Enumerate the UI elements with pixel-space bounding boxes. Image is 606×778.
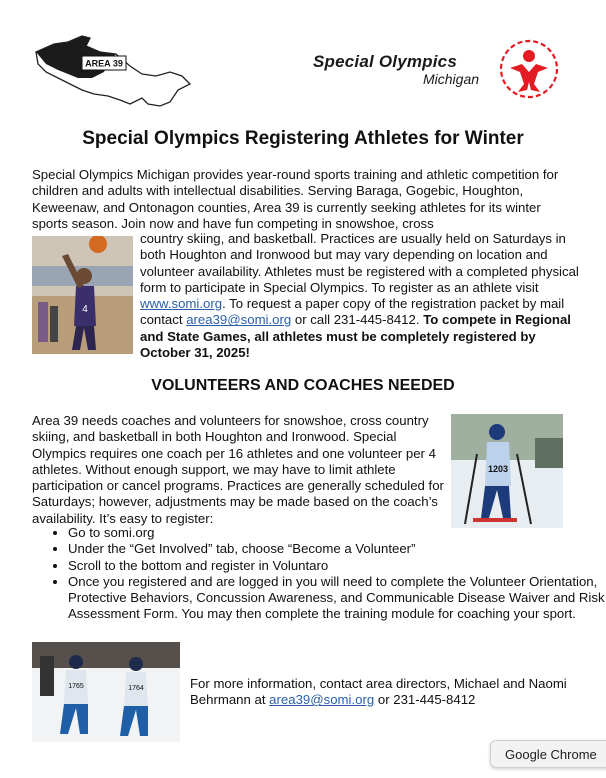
volunteer-steps-list <box>32 525 606 623</box>
bib-number: 1203 <box>487 464 509 474</box>
special-olympics-logo <box>305 44 575 108</box>
contact-text-a: For more information, contact area directors, Michael and Naomi Behrmann at <box>190 676 567 708</box>
area-label: AREA 39 <box>85 58 123 69</box>
volunteers-heading: VOLUNTEERS AND COACHES NEEDED <box>151 377 455 394</box>
registration-text-b: . To request a paper copy of the registration packet by mail contact <box>140 296 565 328</box>
list-item: • Scroll to the bottom and register in Voluntaro <box>68 558 606 574</box>
somi-website-link[interactable]: www.somi.org <box>140 296 223 312</box>
bib-number: 1765 <box>68 683 84 690</box>
volunteers-paragraph: Area 39 needs coaches and volunteers for snowshoe, cross country skiing, and basketball in both Houghton and Ironwood. Special Olympics requires one coach per 16 athletes and one volunteer per 4 athletes. Without enough support, we may have to limit athlete participation or cancel programs. Practices are generally scheduled for Saturdays; however, adjustments may be made based on the coach’s availability. It’s easy to register: <box>32 413 444 526</box>
deadline-notice: To compete in Regional and State Games, all athletes must be completely registered by October 31, 2025! <box>140 312 571 361</box>
contact-email-link[interactable]: area39@somi.org <box>269 692 375 708</box>
registration-paragraph <box>140 231 580 361</box>
contact-paragraph <box>190 676 580 709</box>
registration-text-c: or call 231-445-8412. <box>291 312 424 328</box>
basketball-photo <box>32 236 133 354</box>
list-item: • Under the “Get Involved” tab, choose “Become a Volunteer” <box>68 541 606 557</box>
brand-name: Special Olympics <box>313 52 457 71</box>
registration-text-a: country skiing, and basketball. Practices are usually held on Saturdays in both Houghton and Ironwood but may vary depending on location and volunteer availability. Athletes must be registered with a completed physical form to participate in Special Olympics. To register as an athlete visit <box>140 231 579 295</box>
special-olympics-mark-icon <box>498 38 560 100</box>
bib-number: 4 <box>82 304 88 315</box>
list-item: • Once you registered and are logged in you will need to complete the Volunteer Orientation, Protective Behaviors, Concussion Awareness, and Communicable Disease Waiver and Risk Assessment Form. You may then complete the training module for coaching your sport. <box>68 574 606 623</box>
list-item: • Go to somi.org <box>68 525 606 541</box>
contact-text-b: or 231-445-8412 <box>374 692 476 708</box>
area-39-map-logo <box>30 32 198 114</box>
area39-email-link[interactable]: area39@somi.org <box>186 312 292 328</box>
brand-subtitle: Michigan <box>423 71 480 87</box>
page-title: Special Olympics Registering Athletes for Winter <box>82 128 524 149</box>
skiing-photo <box>451 414 563 528</box>
browser-tooltip: Google Chrome <box>490 740 606 768</box>
intro-paragraph: Special Olympics Michigan provides year-round sports training and athletic competition for children and adults with intellectual disabilities. Serving Baraga, Gogebic, Houghton, Keweenaw, and Ontonagon counties, Area 39 is currently seeking athletes for its winter sports season. Join now and have fun competing in snowshoe, cross <box>32 167 559 231</box>
snowshoe-photo <box>32 642 180 742</box>
bib-number: 1764 <box>128 685 144 692</box>
